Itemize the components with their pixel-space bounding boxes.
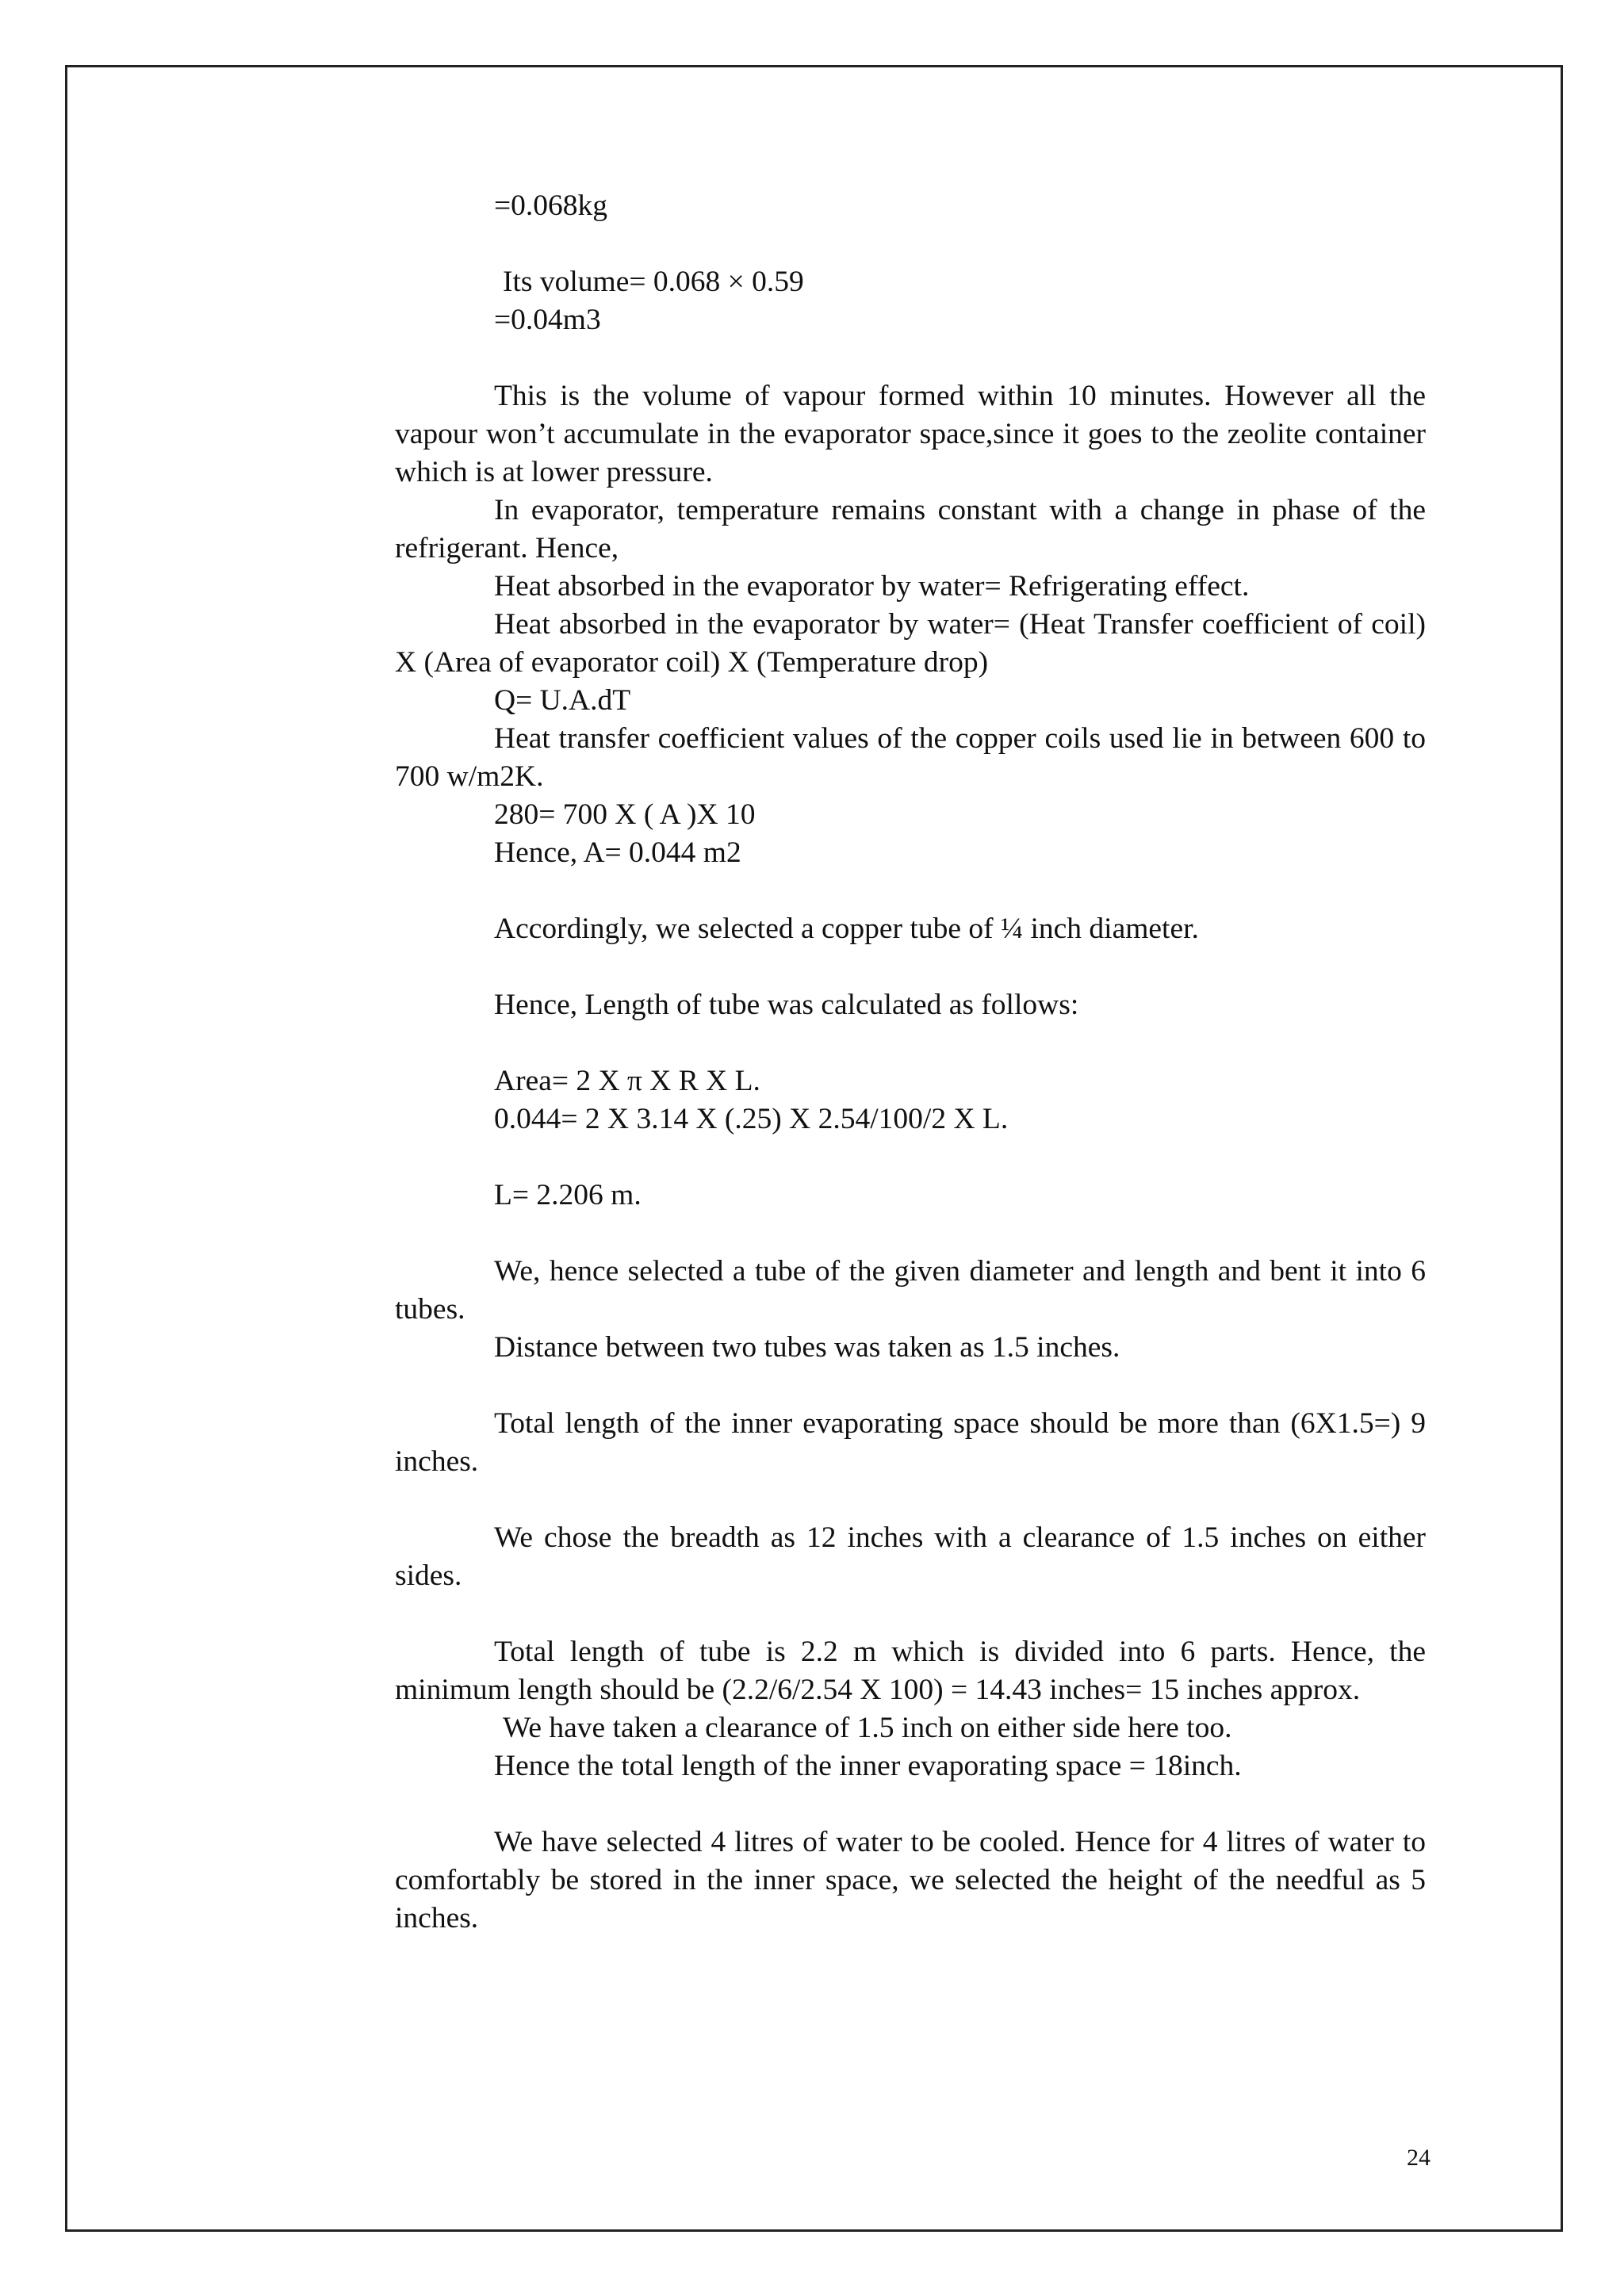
paragraph: Total length of tube is 2.2 m which is divided into 6 parts. Hence, the minimum length should be (2.2/6/2.54 X 100) = 14.43 inches= 15 inches approx. — [395, 1636, 1426, 1706]
paragraph: Heat absorbed in the evaporator by water= (Heat Transfer coefficient of coil) X (Area of evaporator coil) X (Temperature drop) — [395, 608, 1426, 679]
text-line: We have taken a clearance of 1.5 inch on either side here too. — [503, 1712, 1232, 1744]
paragraph: In evaporator, temperature remains constant with a change in phase of the refrigerant. Hence, — [395, 494, 1426, 564]
text-line: Accordingly, we selected a copper tube of ¼ inch diameter. — [494, 913, 1199, 945]
formula-line: L= 2.206 m. — [494, 1179, 642, 1211]
paragraph: Heat transfer coefficient values of the copper coils used lie in between 600 to 700 w/m2K. — [395, 722, 1426, 793]
text-line: Heat absorbed in the evaporator by water= Refrigerating effect. — [494, 570, 1250, 603]
paragraph: We chose the breadth as 12 inches with a clearance of 1.5 inches on either sides. — [395, 1521, 1426, 1592]
text-line: Hence, Length of tube was calculated as follows: — [494, 989, 1079, 1021]
text-line: Hence the total length of the inner evaporating space = 18inch. — [494, 1750, 1242, 1782]
formula-line: Hence, A= 0.044 m2 — [494, 836, 741, 869]
document-body — [395, 187, 1426, 1938]
paragraph: Total length of the inner evaporating space should be more than (6X1.5=) 9 inches. — [395, 1407, 1426, 1478]
paragraph: This is the volume of vapour formed within 10 minutes. However all the vapour won’t accumulate in the evaporator space,since it goes to the zeolite container which is at lower pressure. — [395, 380, 1426, 488]
text-line: Its volume= 0.068 × 0.59 — [503, 266, 804, 298]
formula-line: Area= 2 X π X R X L. — [494, 1065, 760, 1097]
formula-line: 0.044= 2 X 3.14 X (.25) X 2.54/100/2 X L. — [494, 1103, 1009, 1135]
text-line: Distance between two tubes was taken as 1.5 inches. — [494, 1331, 1120, 1364]
text-line: =0.068kg — [494, 189, 608, 222]
paragraph: We, hence selected a tube of the given diameter and length and bent it into 6 tubes. — [395, 1255, 1426, 1326]
formula-line: Q= U.A.dT — [494, 684, 631, 717]
page-number: 24 — [1407, 2145, 1431, 2171]
paragraph: We have selected 4 litres of water to be cooled. Hence for 4 litres of water to comfortably be stored in the inner space, we selected the height of the needful as 5 inches. — [395, 1826, 1426, 1934]
formula-line: 280= 700 X ( A )X 10 — [494, 798, 756, 831]
text-line: =0.04m3 — [494, 304, 601, 336]
